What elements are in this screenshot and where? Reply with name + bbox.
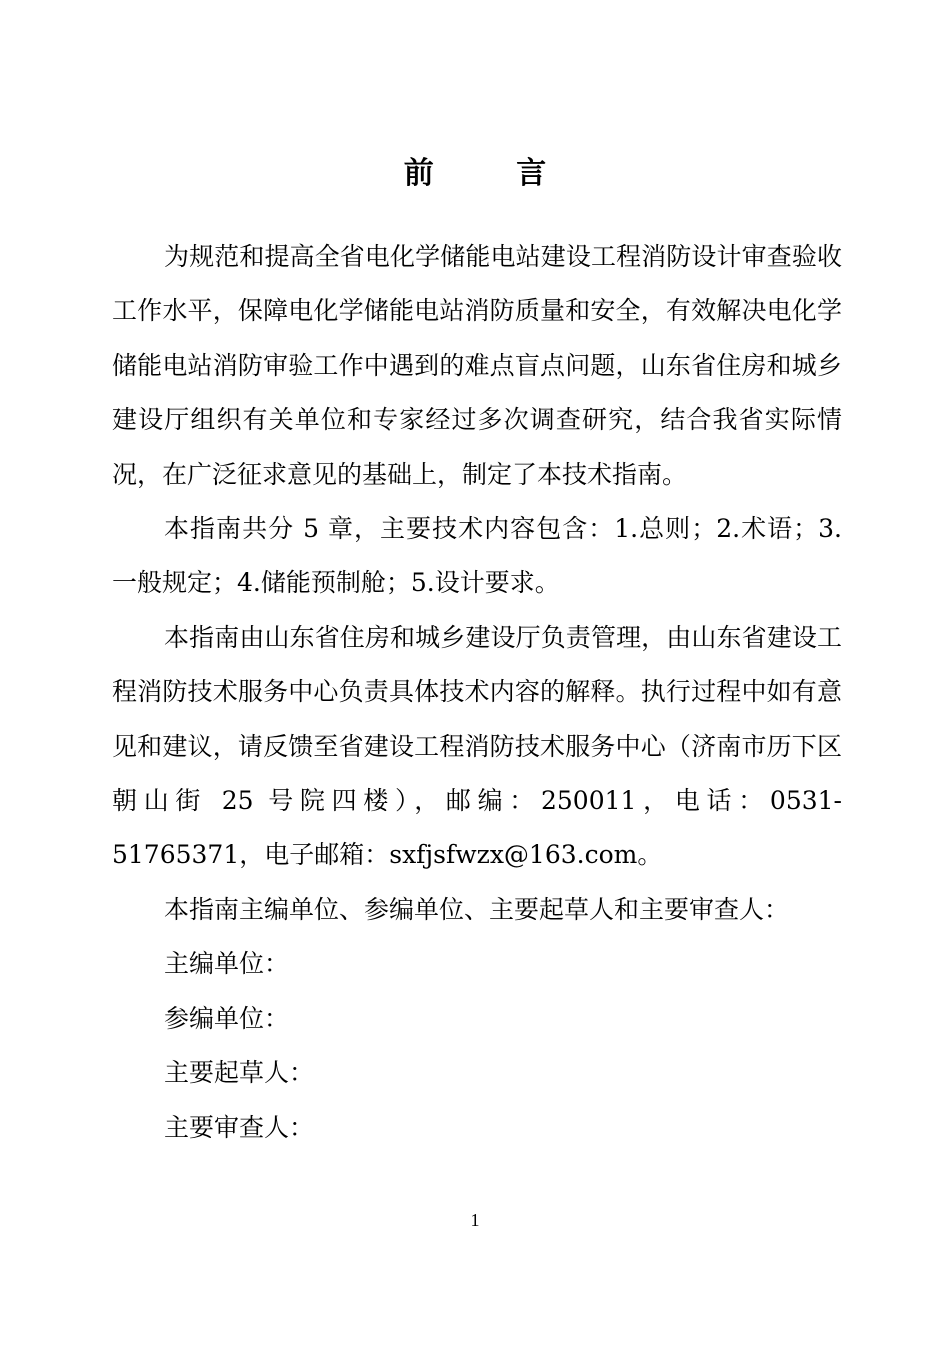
- line-chief-editor-unit: 主编单位：: [164, 949, 290, 979]
- paragraph-management: 本指南由山东省住房和城乡建设厅负责管理，由山东省建设工程消防技术服务中心负责具体技术内容的解释。执行过程中如有意见和建议，请反馈至省建设工程消防技术服务中心（济南市历下区朝山街 25 号院四楼），邮编：250011，电话：0531-51765371，电子邮箱：sxfjsfwzx@163.com。: [112, 622, 842, 870]
- line-main-drafters: 主要起草人：: [164, 1058, 315, 1088]
- line-contributors-intro: 本指南主编单位、参编单位、主要起草人和主要审查人：: [164, 894, 790, 924]
- line-main-reviewers: 主要审查人：: [164, 1112, 315, 1142]
- page-title: 前 言: [403, 156, 583, 191]
- page-number: 1: [470, 1210, 480, 1230]
- paragraph-purpose: 为规范和提高全省电化学储能电站建设工程消防设计审查验收工作水平，保障电化学储能电站消防质量和安全，有效解决电化学储能电站消防审验工作中遇到的难点盲点问题，山东省住房和城乡建设厅组织有关单位和专家经过多次调查研究，结合我省实际情况，在广泛征求意见的基础上，制定了本技术指南。: [112, 242, 842, 489]
- paragraph-chapters: 本指南共分 5 章，主要技术内容包含：1.总则；2.术语；3.一般规定；4.储能预制舱；5.设计要求。: [112, 514, 842, 598]
- body-text: [112, 230, 842, 1155]
- line-participating-unit: 参编单位：: [164, 1003, 290, 1033]
